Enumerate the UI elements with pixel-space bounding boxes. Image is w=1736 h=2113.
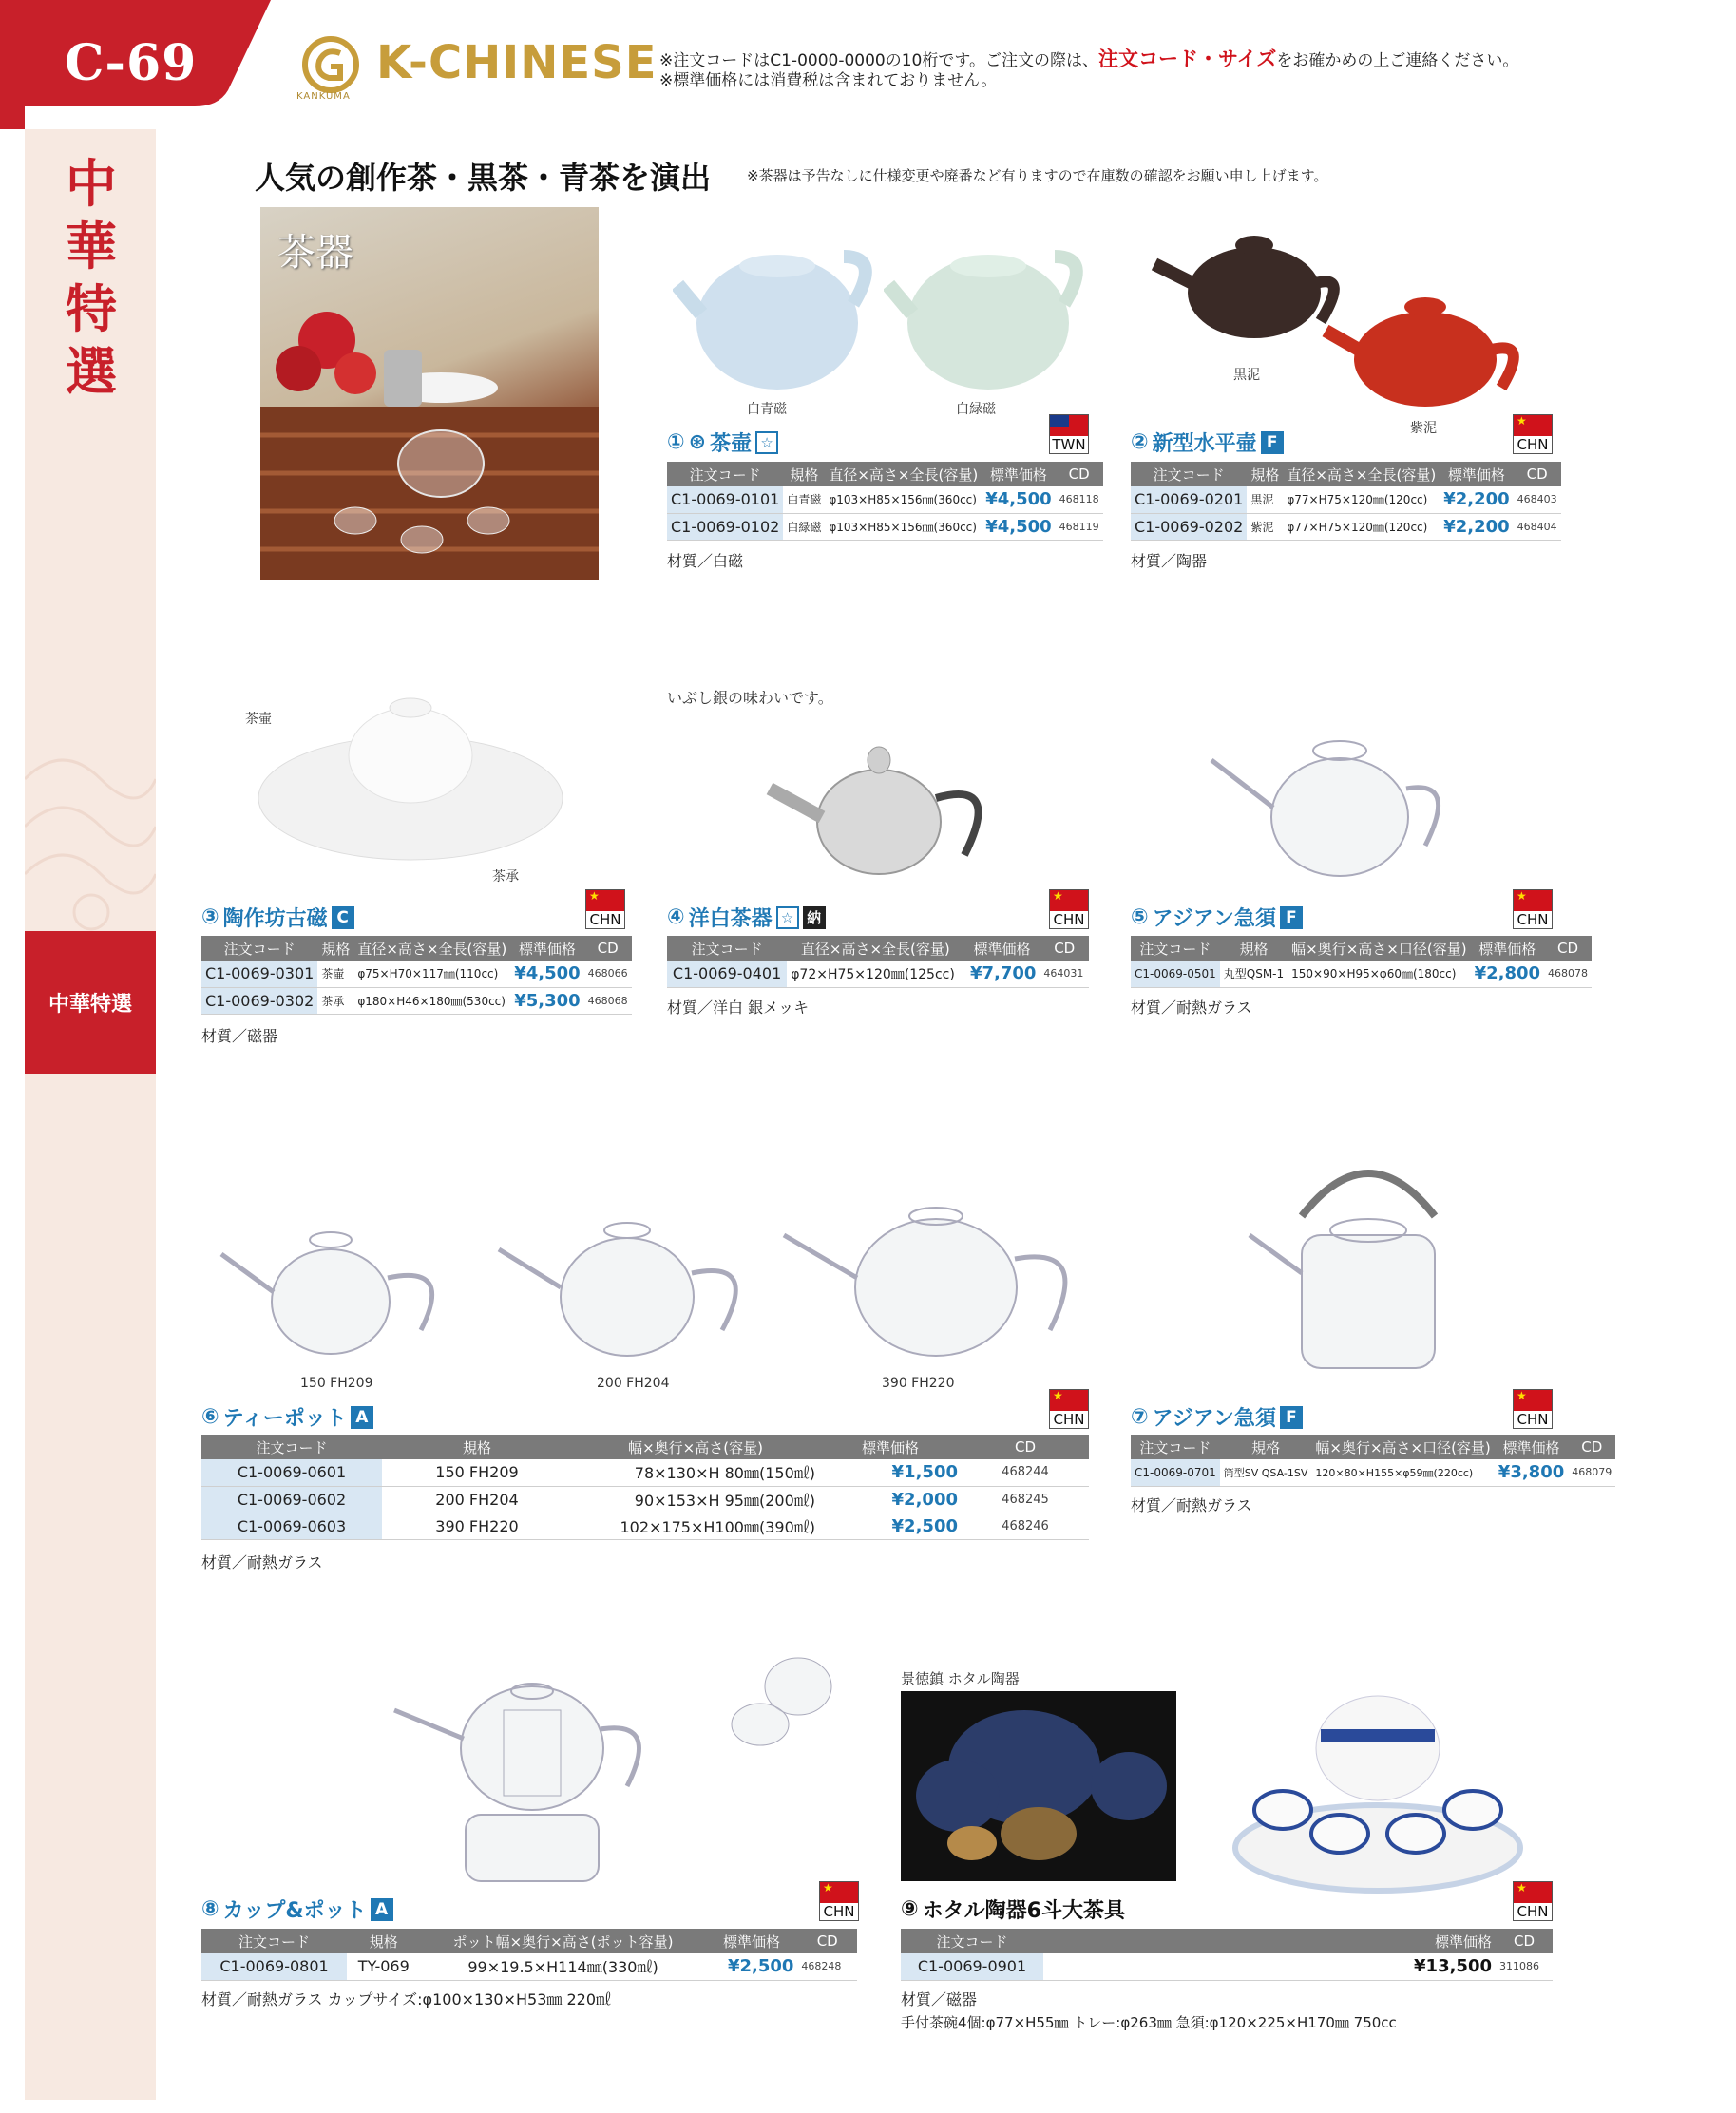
table-row: C1-0069-0201 黒泥 φ77×H75×120㎜(120cc) ¥2,200 468403	[1131, 486, 1561, 513]
product-detail: 手付茶碗4個:φ77×H55㎜ トレー:φ263㎜ 急須:φ120×225×H170㎜ 750cc	[901, 2014, 1397, 2031]
product-photo-cup-and-pot	[390, 1653, 675, 1891]
product-title: ⑤ アジアン急須 F	[1131, 903, 1303, 932]
flag-china-icon: ★ CHN	[585, 889, 625, 929]
caption: 白緑磁	[956, 402, 996, 417]
headline-note: ※茶器は予告なしに仕様変更や廃番など有りますので在庫数の確認をお願い申し上げます。	[747, 167, 1328, 184]
table-row: C1-0069-0901 ¥13,500 311086	[901, 1953, 1553, 1980]
spec-table: 注文コード 直径×高さ×全長(容量) 標準価格 CD C1-0069-0401 φ72×H75×120㎜(125cc) ¥7,700 464031	[667, 936, 1089, 988]
product-photo-cup-and-pot-small	[722, 1644, 855, 1758]
hero-photo	[260, 207, 599, 580]
material: 材質／耐熱ガラス	[1131, 1496, 1252, 1514]
table-row: C1-0069-0401 φ72×H75×120㎜(125cc) ¥7,700 464031	[667, 961, 1089, 987]
category-tab[interactable]	[25, 931, 156, 1074]
caption: 茶承	[492, 869, 519, 885]
product-title: ② 新型水平壷 F	[1131, 428, 1284, 457]
product-photo-silver-teapot	[760, 732, 1007, 884]
caption: 200 FH204	[597, 1376, 670, 1391]
material: 材質／耐熱ガラス カップサイズ:φ100×130×H53㎜ 220㎖	[201, 1990, 612, 2008]
material: 材質／陶器	[1131, 552, 1208, 570]
material: 材質／磁器	[201, 1027, 278, 1045]
product-photo-glass-teapot-200	[494, 1192, 770, 1368]
table-row: C1-0069-0601 150 FH209 78×130×H 80㎜(150㎖) ¥1,500 468244	[201, 1459, 1089, 1486]
flag-china-icon: ★ CHN	[1513, 1389, 1553, 1429]
table-row: C1-0069-0701 筒型SV QSA-1SV 120×80×H155×φ59㎜(220cc) ¥3,800 468079	[1131, 1459, 1615, 1486]
flag-china-icon: ★ CHN	[1513, 889, 1553, 929]
category-title: 中 華 特 選	[66, 153, 117, 402]
product-photo-glass-teapot-150	[217, 1197, 464, 1368]
caption: 景徳鎮 ホタル陶器	[901, 1670, 1020, 1687]
caption: 白青磁	[747, 402, 787, 417]
product-photo-white-celadon	[673, 228, 882, 394]
tax-note: ※標準価格には消費税は含まれておりません。	[659, 71, 998, 90]
product-title: ④ 洋白茶器 ☆ 納	[667, 903, 826, 932]
page-headline: 人気の創作茶・黒茶・青茶を演出	[255, 160, 712, 196]
product-title: ⑧ カップ&ポット A	[201, 1894, 393, 1924]
table-row: C1-0069-0302 茶承 φ180×H46×180㎜(530cc) ¥5,300 468068	[201, 987, 632, 1014]
brand-name: K-CHINESE	[376, 36, 658, 89]
swirl-ornament	[25, 722, 156, 941]
product-title: ⑦ アジアン急須 F	[1131, 1402, 1303, 1432]
table-row: C1-0069-0301 茶壷 φ75×H70×117㎜(110cc) ¥4,500 468066	[201, 961, 632, 987]
product-photo-glass-kettle	[1245, 1140, 1492, 1378]
table-row: C1-0069-0101 白青磁 φ103×H85×156㎜(360cc) ¥4,500 468118	[667, 486, 1103, 513]
spec-table: 注文コード 規格 幅×奥行×高さ(容量) 標準価格 CD C1-0069-0601 150 FH209 78×130×H 80㎜(150㎖) ¥1,500 468244 C1-0069-0602 200 FH204 90×153×H 95㎜(200㎖) ¥2,000 468245 C1-0069-0603 390 FH220 102×175×H100㎜(390㎖) ¥2,500 468246	[201, 1435, 1089, 1540]
material: 材質／白磁	[667, 552, 744, 570]
left-rail	[25, 129, 156, 2100]
product-photo-glass-teapot-round	[1207, 713, 1473, 884]
spec-table: 注文コード 規格 直径×高さ×全長(容量) 標準価格 CD C1-0069-0101 白青磁 φ103×H85×156㎜(360cc) ¥4,500 468118 C1-0069-0102 白緑磁 φ103×H85×156㎜(360cc) ¥4,500 468119	[667, 462, 1103, 541]
table-row: C1-0069-0501 丸型QSM-1 150×90×H95×φ60㎜(180cc) ¥2,800 468078	[1131, 961, 1592, 987]
table-row: C1-0069-0602 200 FH204 90×153×H 95㎜(200㎖) ¥2,000 468245	[201, 1486, 1089, 1513]
material: 材質／耐熱ガラス	[1131, 999, 1252, 1017]
product-title: ③ 陶作坊古磁 C	[201, 903, 354, 932]
spec-table: 注文コード 規格 直径×高さ×全長(容量) 標準価格 CD C1-0069-0201 黒泥 φ77×H75×120㎜(120cc) ¥2,200 468403 C1-0069-0202 紫泥 φ77×H75×120㎜(120cc) ¥2,200 468404	[1131, 462, 1561, 541]
caption: 茶壷	[245, 712, 272, 727]
hero-label: 茶器	[277, 231, 353, 275]
product-photo-clay-teapots	[1140, 217, 1558, 426]
spec-table: 注文コード 規格 幅×奥行×高さ×口径(容量) 標準価格 CD C1-0069-0501 丸型QSM-1 150×90×H95×φ60㎜(180cc) ¥2,800 468078	[1131, 936, 1592, 988]
product-photo-firefly-porcelain	[901, 1691, 1176, 1881]
spec-table: 注文コード 規格 ポット幅×奥行×高さ(ポット容量) 標準価格 CD C1-0069-0801 TY-069 99×19.5×H114㎜(330㎖) ¥2,500 468248	[201, 1929, 857, 1981]
table-row: C1-0069-0102 白緑磁 φ103×H85×156㎜(360cc) ¥4,500 468119	[667, 513, 1103, 540]
material: 材質／洋白 銀メッキ	[667, 999, 810, 1017]
material: 材質／耐熱ガラス	[201, 1553, 323, 1571]
order-note: ※注文コードはC1-0000-0000の10桁です。ご注文の際は、注文コード・サイズをお確かめの上ご連絡ください。	[659, 48, 1519, 70]
flag-china-icon: ★ CHN	[819, 1881, 859, 1921]
product-photo-blue-white-set	[1226, 1672, 1530, 1900]
category-tab-label: 中華特選	[48, 992, 132, 1017]
product-photo-white-green	[884, 228, 1093, 394]
table-row: C1-0069-0202 紫泥 φ77×H75×120㎜(120cc) ¥2,200 468404	[1131, 513, 1561, 540]
caption: 390 FH220	[882, 1376, 955, 1391]
flag-china-icon: ★ CHN	[1049, 1389, 1089, 1429]
flag-china-icon: ★ CHN	[1513, 414, 1553, 454]
product-note: いぶし銀の味わいです。	[667, 689, 833, 707]
product-title: ⑨ ホタル陶器6斗大茶具	[901, 1897, 1125, 1923]
flag-china-icon: ★ CHN	[1049, 889, 1089, 929]
spec-table: 注文コード 標準価格 CD C1-0069-0901 ¥13,500 311086	[901, 1929, 1553, 1981]
flag-taiwan-icon: TWN	[1049, 414, 1089, 454]
caption: 紫泥	[1410, 421, 1437, 436]
brand-sub: KANKUMA	[296, 91, 351, 102]
caption: 150 FH209	[300, 1376, 373, 1391]
page-number: C-69	[65, 34, 198, 92]
caption: 黒泥	[1233, 368, 1260, 383]
table-row: C1-0069-0603 390 FH220 102×175×H100㎜(390㎖) ¥2,500 468246	[201, 1513, 1089, 1539]
brand-logo-icon	[302, 36, 359, 95]
product-title: ① ⊛ 茶壷 ☆	[667, 428, 778, 457]
spec-table: 注文コード 規格 幅×奥行×高さ×口径(容量) 標準価格 CD C1-0069-0701 筒型SV QSA-1SV 120×80×H155×φ59㎜(220cc) ¥3,800 468079	[1131, 1435, 1615, 1487]
product-title: ⑥ ティーポット A	[201, 1402, 373, 1432]
table-row: C1-0069-0801 TY-069 99×19.5×H114㎜(330㎖) ¥2,500 468248	[201, 1953, 857, 1980]
product-photo-glass-teapot-390	[779, 1178, 1102, 1368]
product-photo-white-teapot-tray	[249, 665, 572, 884]
spec-table: 注文コード 規格 直径×高さ×全長(容量) 標準価格 CD C1-0069-0301 茶壷 φ75×H70×117㎜(110cc) ¥4,500 468066 C1-0069-0302 茶承 φ180×H46×180㎜(530cc) ¥5,300 468068	[201, 936, 632, 1015]
flag-china-icon: ★ CHN	[1513, 1881, 1553, 1921]
material: 材質／磁器	[901, 1990, 978, 2008]
